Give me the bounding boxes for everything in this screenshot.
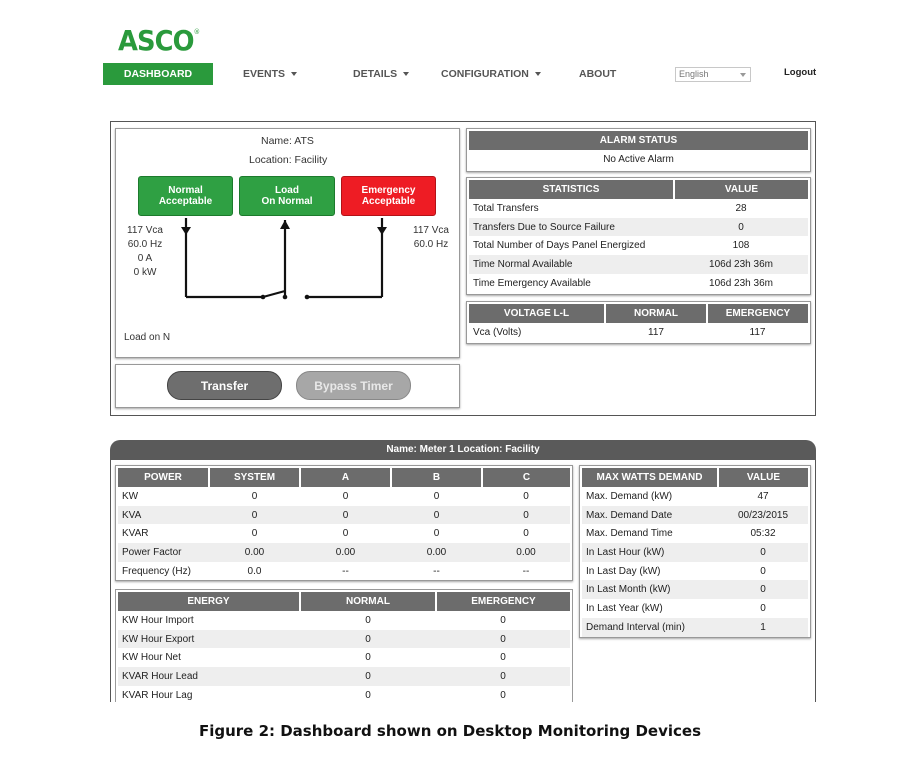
stat-value: 28 (674, 199, 808, 218)
table-row (469, 274, 808, 293)
demand-panel (579, 465, 811, 638)
table-row (118, 543, 570, 562)
power-cell: 0 (209, 506, 300, 525)
emergency-voltage: 117 Vca (413, 225, 449, 236)
table-row (469, 255, 808, 274)
stat-label: Total Number of Days Panel Energized (469, 236, 674, 255)
emergency-readings (412, 224, 450, 252)
demand-value: 1 (718, 618, 808, 637)
switch-blade (263, 291, 285, 297)
power-cell: 0.00 (209, 543, 300, 562)
nav-events[interactable] (243, 63, 297, 85)
power-cell: 0 (391, 506, 482, 525)
power-cell: -- (482, 562, 570, 581)
chevron-down-icon (535, 72, 541, 76)
voltage-label: Vca (Volts) (469, 323, 605, 342)
load-indicator (239, 176, 335, 216)
normal-source-indicator (138, 176, 233, 216)
load-on-status: Load on N (124, 332, 171, 343)
demand-value: 0 (718, 580, 808, 599)
energy-cell: 0 (436, 667, 570, 686)
power-label: Frequency (Hz) (118, 562, 209, 581)
transfer-switch-diagram (115, 215, 460, 315)
nav-dashboard[interactable]: DASHBOARD (103, 63, 213, 85)
power-cell: -- (391, 562, 482, 581)
demand-label: In Last Month (kW) (582, 580, 718, 599)
power-cell: 0 (209, 524, 300, 543)
energy-cell: 0 (300, 611, 436, 630)
demand-label: In Last Day (kW) (582, 562, 718, 581)
language-select[interactable] (675, 67, 751, 82)
switch-contact-emergency (305, 295, 310, 300)
power-cell: 0.00 (300, 543, 391, 562)
demand-label: Max. Demand Date (582, 506, 718, 525)
energy-label: KW Hour Export (118, 630, 300, 649)
power-panel (115, 465, 573, 581)
energy-emergency-header: EMERGENCY (436, 592, 570, 611)
table-row (118, 686, 570, 705)
up-arrow-icon (280, 220, 290, 229)
demand-label: Max. Demand (kW) (582, 487, 718, 506)
power-cell: 0 (300, 524, 391, 543)
table-row (582, 580, 808, 599)
demand-label: Demand Interval (min) (582, 618, 718, 637)
table-row (118, 648, 570, 667)
down-arrow-icon (377, 227, 387, 235)
power-cell: 0.0 (209, 562, 300, 581)
power-system-header: SYSTEM (209, 468, 300, 487)
energy-cell: 0 (300, 667, 436, 686)
power-c-header: C (482, 468, 570, 487)
demand-value: 00/23/2015 (718, 506, 808, 525)
table-row (469, 218, 808, 237)
table-row (118, 524, 570, 543)
stat-value: 106d 23h 36m (674, 274, 808, 293)
power-a-header: A (300, 468, 391, 487)
down-arrow-icon (181, 227, 191, 235)
statistics-header: STATISTICS (469, 180, 674, 199)
stat-label: Time Emergency Available (469, 274, 674, 293)
power-cell: 0 (391, 524, 482, 543)
energy-header: ENERGY (118, 592, 300, 611)
power-cell: 0 (482, 506, 570, 525)
emergency-line2: Acceptable (361, 196, 416, 207)
transfer-button[interactable]: Transfer (167, 371, 282, 400)
energy-cell: 0 (436, 686, 570, 705)
demand-header: MAX WATTS DEMAND (582, 468, 718, 487)
power-cell: 0 (391, 487, 482, 506)
table-row (118, 562, 570, 581)
power-cell: 0 (300, 506, 391, 525)
load-line2: On Normal (261, 196, 313, 207)
table-row (469, 323, 808, 342)
table-row (469, 236, 808, 255)
table-row (118, 630, 570, 649)
energy-cell: 0 (436, 611, 570, 630)
ats-name: Name: ATS (261, 135, 314, 147)
trademark-symbol: ® (193, 28, 200, 36)
energy-label: KW Hour Net (118, 648, 300, 667)
power-label: KW (118, 487, 209, 506)
energy-label: KVAR Hour Lag (118, 686, 300, 705)
load-current: 0 A (137, 253, 153, 264)
statistics-value-header: VALUE (674, 180, 808, 199)
logout-link[interactable]: Logout (784, 67, 817, 78)
normal-line2: Acceptable (158, 196, 213, 207)
emergency-source-indicator (341, 176, 436, 216)
switch-contact-load (283, 295, 288, 300)
power-cell: 0.00 (391, 543, 482, 562)
voltage-emergency-value: 117 (707, 323, 808, 342)
table-row (118, 487, 570, 506)
meter-header: Name: Meter 1 Location: Facility (110, 440, 816, 460)
language-value: English (679, 69, 709, 79)
emergency-line1: Emergency (361, 185, 416, 196)
chevron-down-icon (740, 73, 746, 77)
power-label: Power Factor (118, 543, 209, 562)
chevron-down-icon (291, 72, 297, 76)
normal-voltage: 117 Vca (127, 225, 163, 236)
table-row (582, 524, 808, 543)
demand-label: In Last Hour (kW) (582, 543, 718, 562)
table-row (582, 506, 808, 525)
power-cell: 0.00 (482, 543, 570, 562)
ats-location: Location: Facility (249, 154, 328, 166)
normal-frequency: 60.0 Hz (127, 239, 163, 250)
stat-label: Total Transfers (469, 199, 674, 218)
table-row (582, 487, 808, 506)
nav-events-label: EVENTS (243, 68, 286, 80)
demand-value: 05:32 (718, 524, 808, 543)
table-row (582, 618, 808, 637)
table-row (582, 599, 808, 618)
table-row (118, 611, 570, 630)
table-row (118, 667, 570, 686)
nav-about[interactable]: ABOUT (579, 68, 617, 80)
voltage-normal-value: 117 (605, 323, 707, 342)
power-label: KVA (118, 506, 209, 525)
demand-label: In Last Year (kW) (582, 599, 718, 618)
stat-value: 108 (674, 236, 808, 255)
table-row (118, 506, 570, 525)
stat-value: 0 (674, 218, 808, 237)
nav-details-label: DETAILS (353, 68, 398, 80)
nav-configuration[interactable] (441, 63, 541, 85)
energy-label: KVAR Hour Lead (118, 667, 300, 686)
power-cell: -- (300, 562, 391, 581)
voltage-panel (466, 301, 811, 344)
figure-caption: Figure 2: Dashboard shown on Desktop Monitoring Devices (198, 722, 702, 740)
statistics-panel (466, 177, 811, 295)
voltage-normal-header: NORMAL (605, 304, 707, 323)
power-cell: 0 (209, 487, 300, 506)
energy-cell: 0 (436, 630, 570, 649)
power-cell: 0 (300, 487, 391, 506)
table-row (582, 562, 808, 581)
demand-label: Max. Demand Time (582, 524, 718, 543)
chevron-down-icon (403, 72, 409, 76)
stat-value: 106d 23h 36m (674, 255, 808, 274)
load-power: 0 kW (133, 267, 157, 278)
alarm-status-panel (466, 128, 811, 172)
voltage-header: VOLTAGE L-L (469, 304, 605, 323)
energy-cell: 0 (436, 648, 570, 667)
demand-value: 0 (718, 543, 808, 562)
table-row (469, 199, 808, 218)
power-b-header: B (391, 468, 482, 487)
nav-details[interactable] (353, 63, 409, 85)
normal-readings (126, 224, 164, 280)
power-cell: 0 (482, 487, 570, 506)
power-header: POWER (118, 468, 209, 487)
alarm-status-header: ALARM STATUS (469, 131, 808, 150)
power-cell: 0 (482, 524, 570, 543)
bypass-timer-button[interactable]: Bypass Timer (296, 371, 411, 400)
energy-label: KW Hour Import (118, 611, 300, 630)
normal-line1: Normal (168, 185, 203, 196)
stat-label: Transfers Due to Source Failure (469, 218, 674, 237)
voltage-emergency-header: EMERGENCY (707, 304, 808, 323)
energy-cell: 0 (300, 686, 436, 705)
asco-logo (118, 24, 199, 57)
energy-panel (115, 589, 573, 702)
demand-value: 0 (718, 562, 808, 581)
stat-label: Time Normal Available (469, 255, 674, 274)
logo-text: ASCO (118, 24, 194, 57)
emergency-frequency: 60.0 Hz (413, 239, 449, 250)
table-row (582, 543, 808, 562)
energy-cell: 0 (300, 630, 436, 649)
switch-contact-normal (261, 295, 266, 300)
load-line1: Load (275, 185, 299, 196)
energy-cell: 0 (300, 648, 436, 667)
demand-value: 0 (718, 599, 808, 618)
demand-value: 47 (718, 487, 808, 506)
demand-value-header: VALUE (718, 468, 808, 487)
energy-normal-header: NORMAL (300, 592, 436, 611)
alarm-status-value: No Active Alarm (469, 150, 808, 169)
nav-configuration-label: CONFIGURATION (441, 68, 529, 80)
power-label: KVAR (118, 524, 209, 543)
